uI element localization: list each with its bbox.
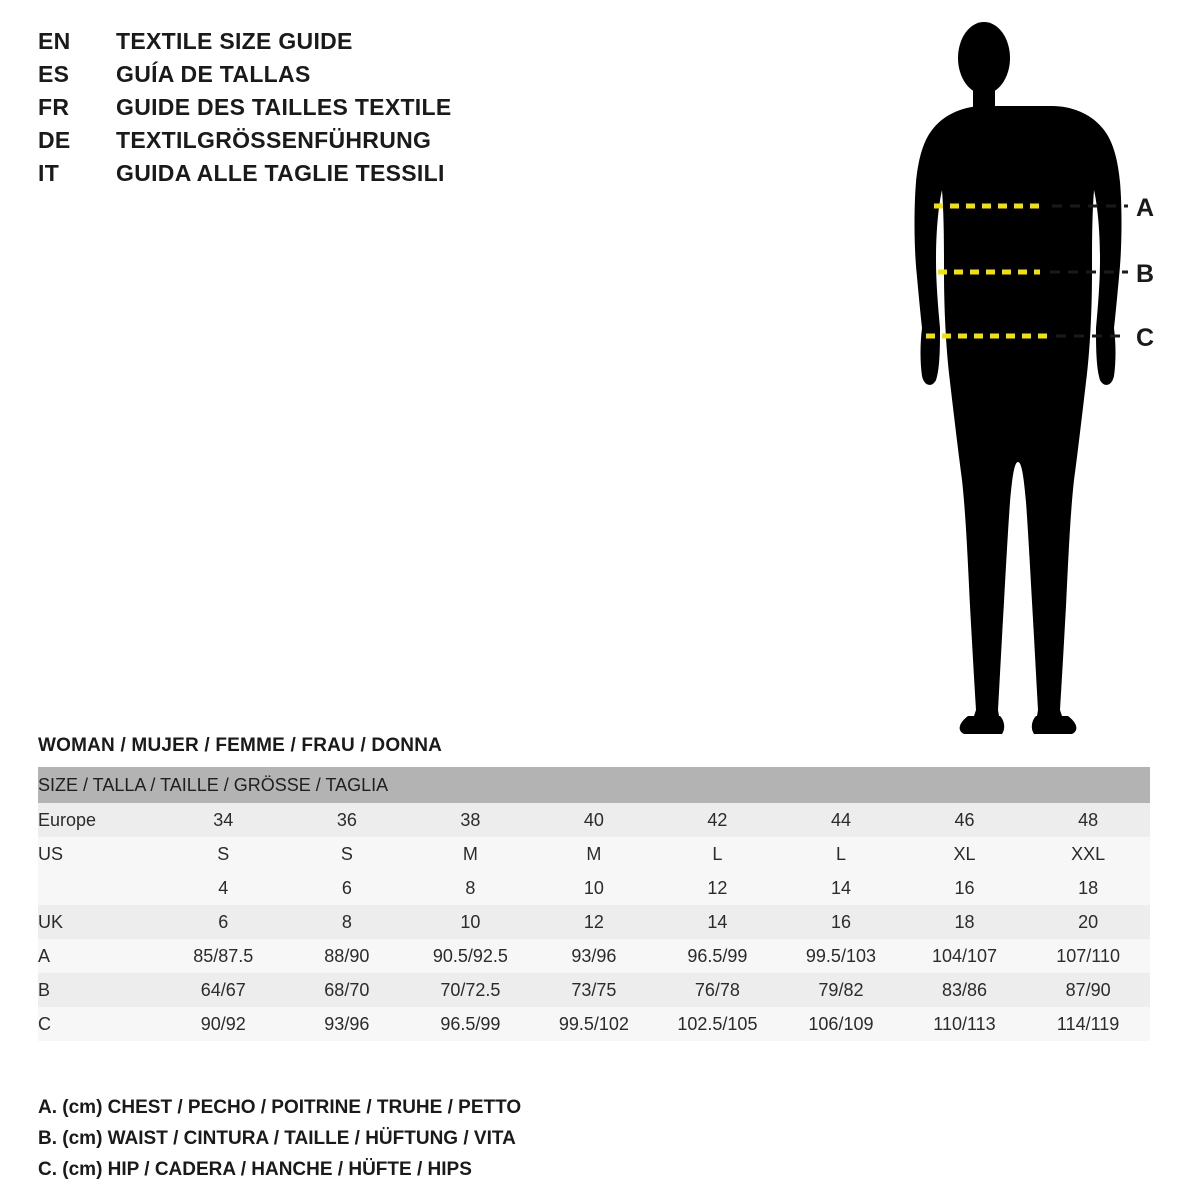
cell-value: 96.5/99 xyxy=(656,939,780,973)
cell-value: 73/75 xyxy=(532,973,656,1007)
cell-value: 90/92 xyxy=(162,1007,286,1041)
cell-value: 14 xyxy=(779,871,903,905)
cell-value: 110/113 xyxy=(903,1007,1027,1041)
size-table xyxy=(38,767,1150,1041)
table-row xyxy=(38,837,1150,871)
cell-value: 12 xyxy=(532,905,656,939)
cell-value: 40 xyxy=(532,803,656,837)
cell-value: 87/90 xyxy=(1026,973,1150,1007)
cell-value: 20 xyxy=(1026,905,1150,939)
table-row xyxy=(38,973,1150,1007)
cell-value: 99.5/102 xyxy=(532,1007,656,1041)
cell-value: 34 xyxy=(162,803,286,837)
cell-value: 93/96 xyxy=(532,939,656,973)
cell-value: 107/110 xyxy=(1026,939,1150,973)
title-text: TEXTILE SIZE GUIDE xyxy=(116,28,353,54)
cell-value: 12 xyxy=(656,871,780,905)
row-label: C xyxy=(38,1007,162,1041)
row-label: UK xyxy=(38,905,162,939)
cell-value: L xyxy=(779,837,903,871)
cell-value: 70/72.5 xyxy=(409,973,533,1007)
cell-value: 99.5/103 xyxy=(779,939,903,973)
cell-value: 68/70 xyxy=(285,973,409,1007)
title-row-de xyxy=(38,127,598,160)
row-label: US xyxy=(38,837,162,871)
legend-line-a: A. (cm) CHEST / PECHO / POITRINE / TRUHE / PETTO xyxy=(38,1097,522,1118)
title-text: GUÍA DE TALLAS xyxy=(116,61,311,87)
cell-value: 46 xyxy=(903,803,1027,837)
cell-value: 6 xyxy=(162,905,286,939)
cell-value: 64/67 xyxy=(162,973,286,1007)
size-table-section xyxy=(38,735,1162,1041)
title-lang-code: IT xyxy=(38,160,60,186)
title-lang-code: DE xyxy=(38,127,71,153)
cell-value: 106/109 xyxy=(779,1007,903,1041)
measurement-figure xyxy=(860,10,1190,740)
legend-line-c: C. (cm) HIP / CADERA / HANCHE / HÜFTE / HIPS xyxy=(38,1159,472,1180)
cell-value: 44 xyxy=(779,803,903,837)
row-label xyxy=(38,871,162,905)
cell-value: 102.5/105 xyxy=(656,1007,780,1041)
table-row xyxy=(38,871,1150,905)
cell-value: 83/86 xyxy=(903,973,1027,1007)
cell-value: XXL xyxy=(1026,837,1150,871)
cell-value: 85/87.5 xyxy=(162,939,286,973)
title-row-it xyxy=(38,160,598,193)
cell-value: 36 xyxy=(285,803,409,837)
cell-value: 8 xyxy=(409,871,533,905)
cell-value: 10 xyxy=(409,905,533,939)
title-text: GUIDA ALLE TAGLIE TESSILI xyxy=(116,160,445,186)
marker-label-a: A xyxy=(1136,194,1155,222)
cell-value: 18 xyxy=(1026,871,1150,905)
cell-value: 114/119 xyxy=(1026,1007,1150,1041)
title-lang-code: ES xyxy=(38,61,70,87)
marker-label-c: C xyxy=(1136,324,1155,352)
cell-value: 4 xyxy=(162,871,286,905)
cell-value: 14 xyxy=(656,905,780,939)
cell-value: 104/107 xyxy=(903,939,1027,973)
cell-value: M xyxy=(409,837,533,871)
legend-line-b: B. (cm) WAIST / CINTURA / TAILLE / HÜFTUNG / VITA xyxy=(38,1128,516,1149)
title-block xyxy=(38,28,598,193)
cell-value: S xyxy=(285,837,409,871)
title-text: GUIDE DES TAILLES TEXTILE xyxy=(116,94,452,120)
row-label: Europe xyxy=(38,803,162,837)
cell-value: 8 xyxy=(285,905,409,939)
cell-value: 42 xyxy=(656,803,780,837)
cell-value: 38 xyxy=(409,803,533,837)
cell-value: 6 xyxy=(285,871,409,905)
row-label: B xyxy=(38,973,162,1007)
table-header-label: SIZE / TALLA / TAILLE / GRÖSSE / TAGLIA xyxy=(38,767,1150,803)
female-silhouette-icon xyxy=(915,22,1122,734)
cell-value: 79/82 xyxy=(779,973,903,1007)
cell-value: 90.5/92.5 xyxy=(409,939,533,973)
title-row-en xyxy=(38,28,598,61)
cell-value: XL xyxy=(903,837,1027,871)
legend-block xyxy=(38,1092,738,1185)
title-row-fr xyxy=(38,94,598,127)
cell-value: 10 xyxy=(532,871,656,905)
title-lang-code: FR xyxy=(38,94,70,120)
title-lang-code: EN xyxy=(38,28,71,54)
cell-value: 16 xyxy=(779,905,903,939)
marker-label-b: B xyxy=(1136,260,1155,288)
cell-value: 18 xyxy=(903,905,1027,939)
table-row xyxy=(38,1007,1150,1041)
cell-value: 96.5/99 xyxy=(409,1007,533,1041)
cell-value: 93/96 xyxy=(285,1007,409,1041)
title-row-es xyxy=(38,61,598,94)
cell-value: 16 xyxy=(903,871,1027,905)
table-row xyxy=(38,803,1150,837)
cell-value: M xyxy=(532,837,656,871)
gender-label: WOMAN / MUJER / FEMME / FRAU / DONNA xyxy=(38,735,443,756)
row-label: A xyxy=(38,939,162,973)
cell-value: 76/78 xyxy=(656,973,780,1007)
cell-value: S xyxy=(162,837,286,871)
cell-value: 88/90 xyxy=(285,939,409,973)
table-row xyxy=(38,939,1150,973)
title-text: TEXTILGRÖSSENFÜHRUNG xyxy=(116,127,432,153)
table-row xyxy=(38,905,1150,939)
cell-value: L xyxy=(656,837,780,871)
cell-value: 48 xyxy=(1026,803,1150,837)
table-header-row xyxy=(38,767,1150,803)
